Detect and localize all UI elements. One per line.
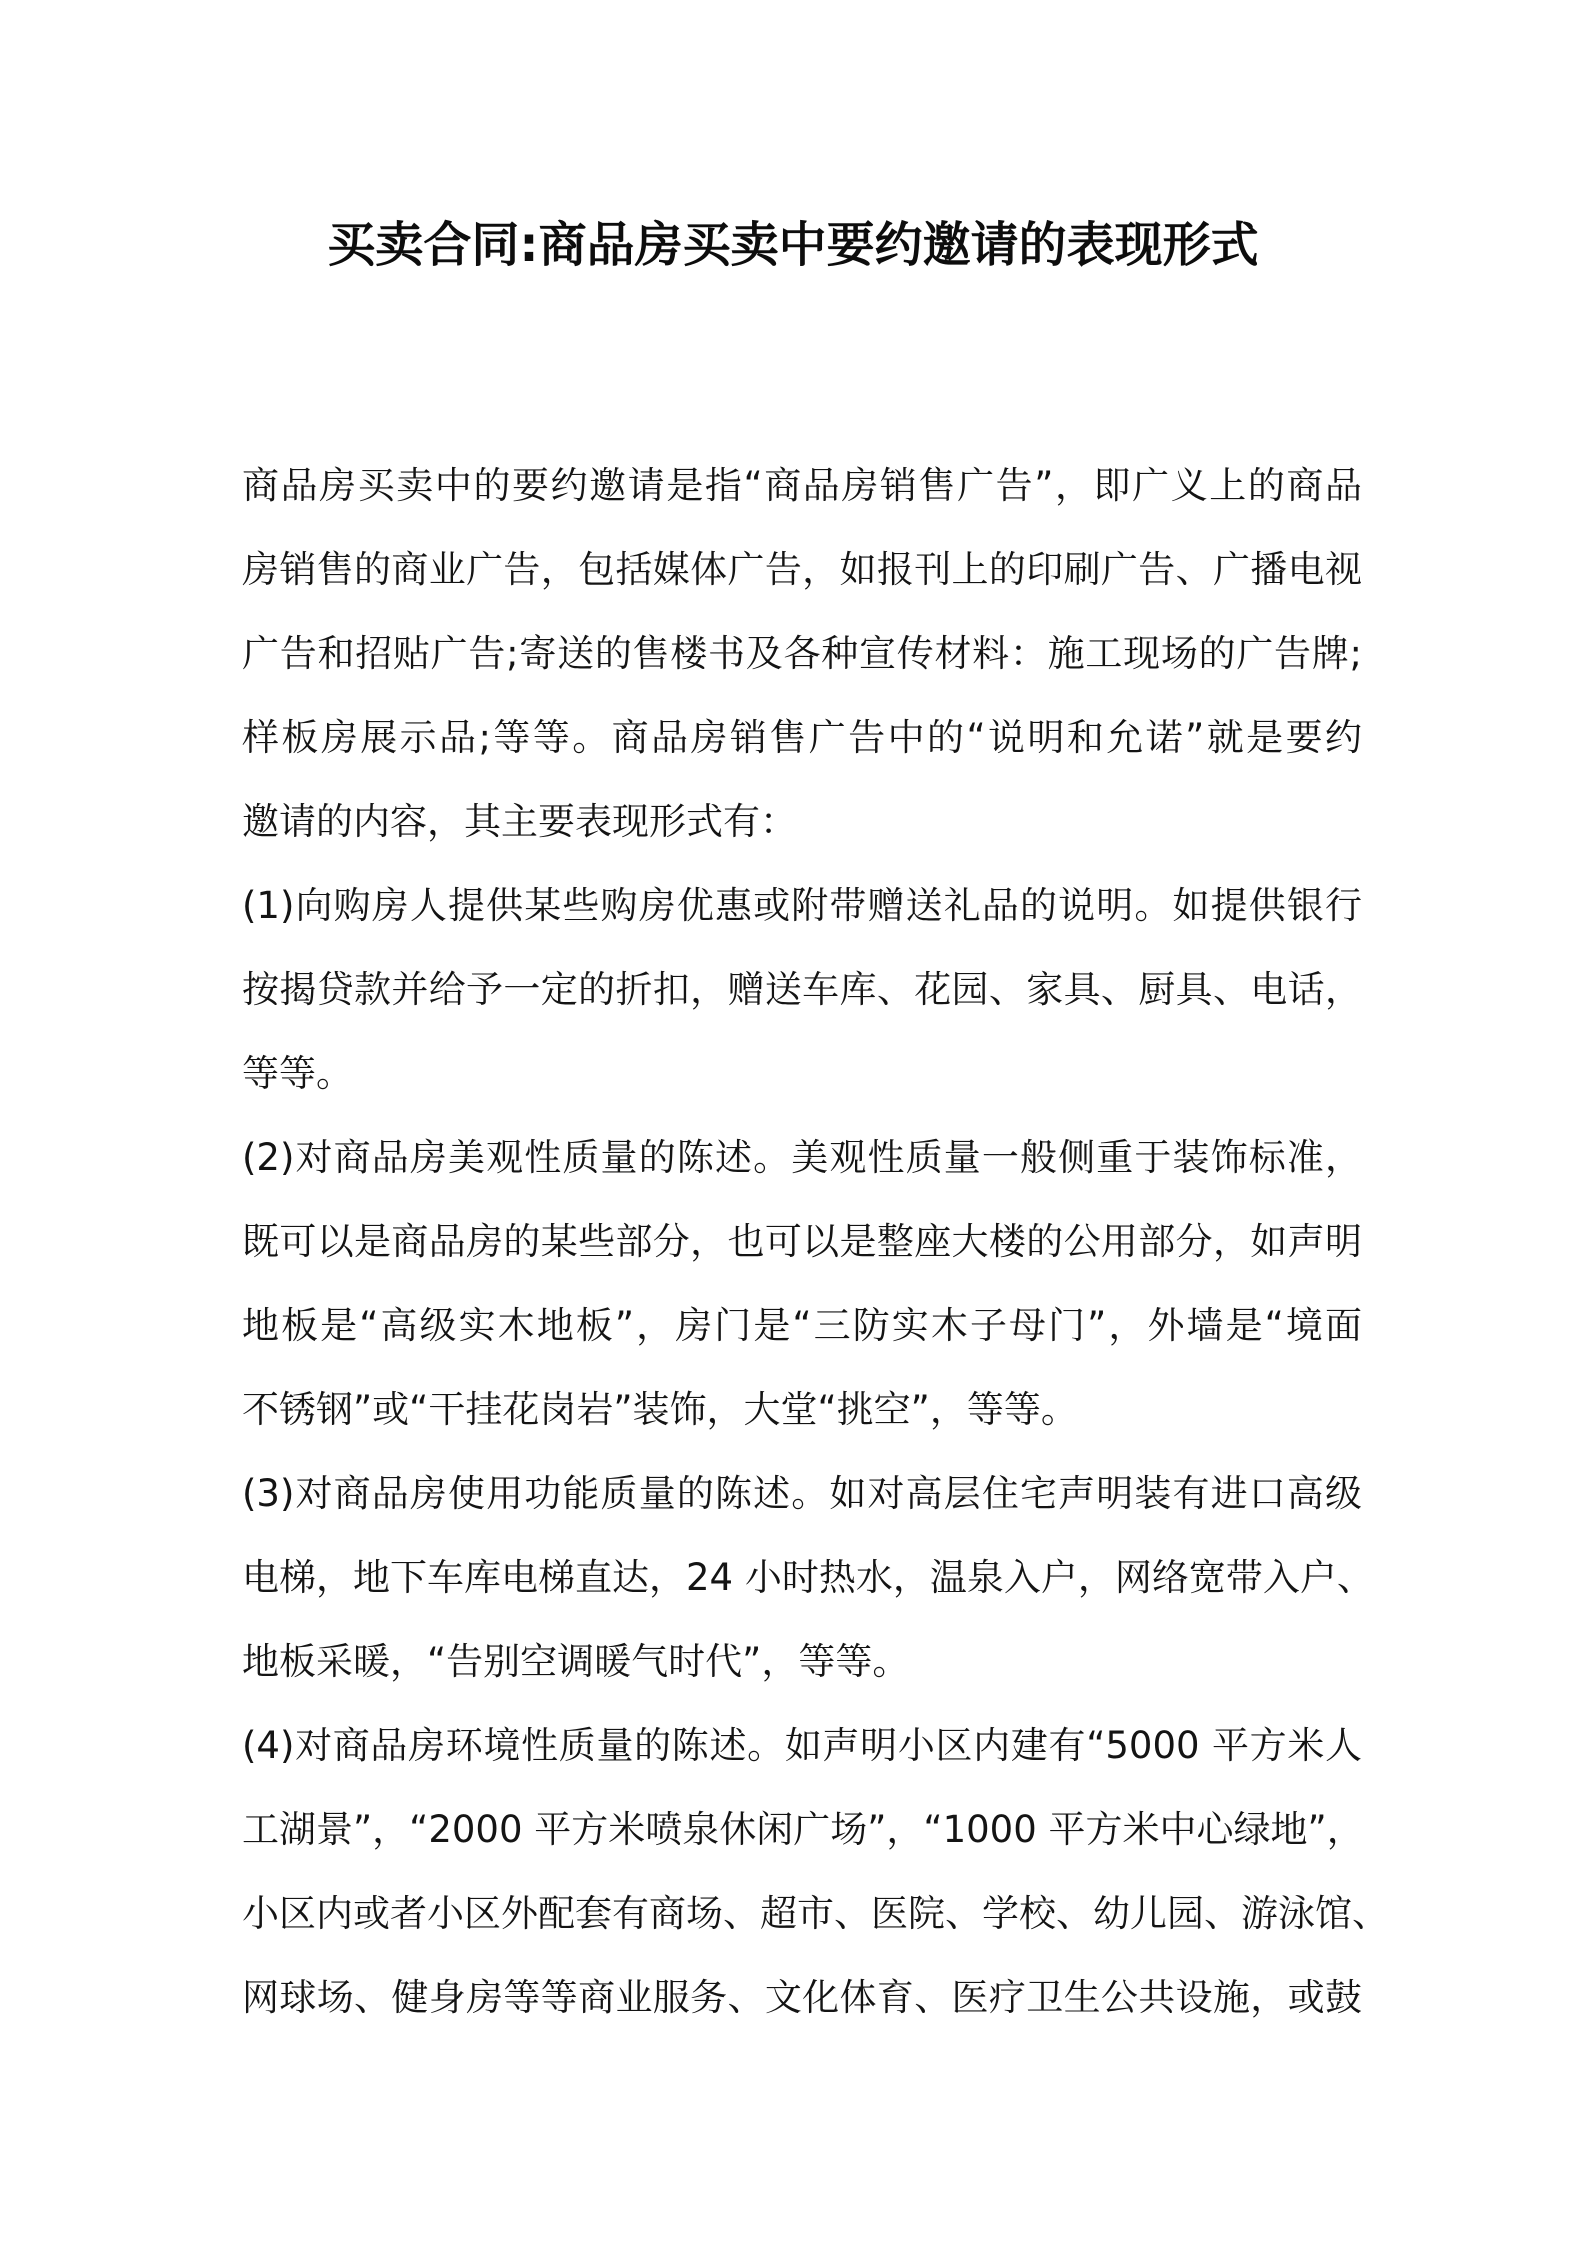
- paragraph-line: 电梯，地下车库电梯直达，24 小时热水，温泉入户，网络宽带入户、: [242, 1556, 1374, 1599]
- paragraph-line: 广告和招贴广告;寄送的售楼书及各种宣传材料：施工现场的广告牌;: [242, 632, 1362, 675]
- paragraph-line: 邀请的内容，其主要表现形式有：: [242, 800, 797, 843]
- paragraph-line: 房销售的商业广告，包括媒体广告，如报刊上的印刷广告、广播电视: [242, 548, 1362, 591]
- paragraph-line: 小区内或者小区外配套有商场、超市、医院、学校、幼儿园、游泳馆、: [242, 1892, 1389, 1935]
- paragraph-line: 不锈钢”或“干挂花岗岩”装饰，大堂“挑空”，等等。: [242, 1388, 1078, 1431]
- paragraph-line: 既可以是商品房的某些部分，也可以是整座大楼的公用部分，如声明: [242, 1220, 1362, 1263]
- paragraph-line: 地板是“高级实木地板”，房门是“三防实木子母门”，外墙是“境面: [242, 1304, 1362, 1347]
- paragraph-line: 网球场、健身房等等商业服务、文化体育、医疗卫生公共设施，或鼓: [242, 1976, 1362, 2019]
- document-title: 买卖合同:商品房买卖中要约邀请的表现形式: [327, 217, 1259, 273]
- paragraph-line: 样板房展示品;等等。商品房销售广告中的“说明和允诺”就是要约: [242, 716, 1362, 759]
- document-body: [242, 444, 1389, 2040]
- paragraph-line: 等等。: [242, 1052, 353, 1095]
- paragraph-line: (2)对商品房美观性质量的陈述。美观性质量一般侧重于装饰标准，: [242, 1136, 1362, 1179]
- paragraph-line: (1)向购房人提供某些购房优惠或附带赠送礼品的说明。如提供银行: [242, 884, 1362, 927]
- paragraph-line: (3)对商品房使用功能质量的陈述。如对高层住宅声明装有进口高级: [242, 1472, 1362, 1515]
- paragraph-line: 商品房买卖中的要约邀请是指“商品房销售广告”，即广义上的商品: [242, 464, 1362, 507]
- paragraph-line: (4)对商品房环境性质量的陈述。如声明小区内建有“5000 平方米人: [242, 1724, 1362, 1767]
- paragraph-line: 按揭贷款并给予一定的折扣，赠送车库、花园、家具、厨具、电话，: [242, 968, 1362, 1011]
- paragraph-line: 工湖景”，“2000 平方米喷泉休闲广场”，“1000 平方米中心绿地”，: [242, 1808, 1364, 1851]
- paragraph-line: 地板采暖，“告别空调暖气时代”，等等。: [242, 1640, 910, 1683]
